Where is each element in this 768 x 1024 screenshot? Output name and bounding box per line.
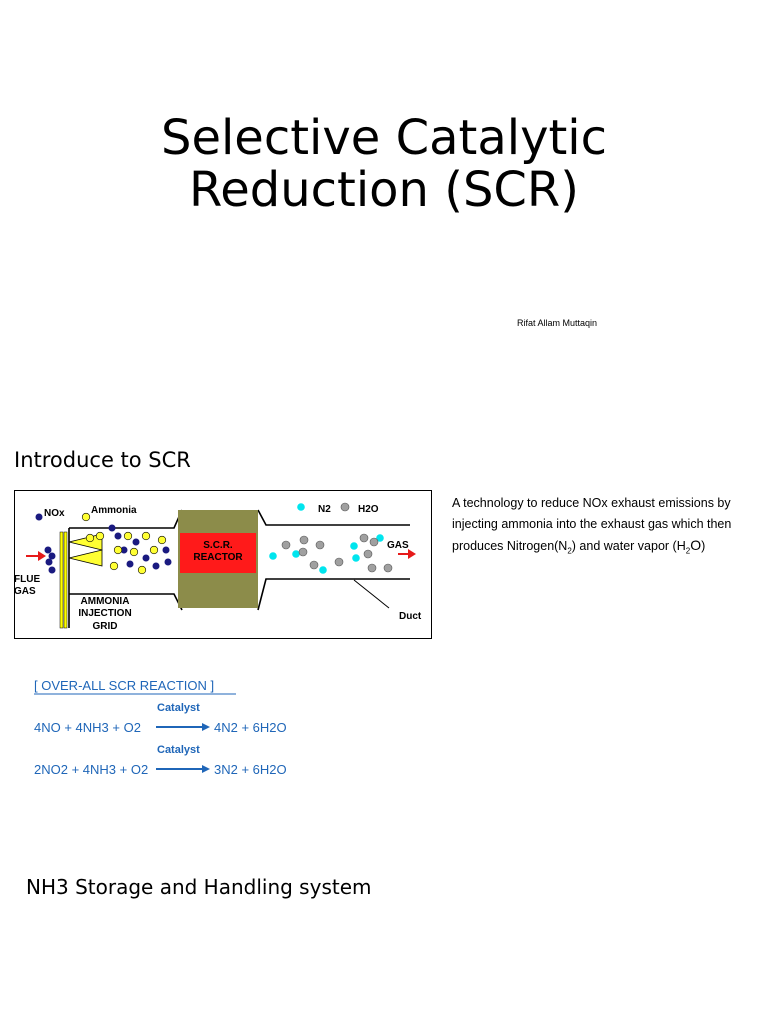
intro-heading: Introduce to SCR [14,448,191,472]
scr-diagram [14,490,432,639]
desc-part-4: ) [701,539,706,553]
reaction-1-lhs: 4NO + 4NH3 + O2 [34,720,141,735]
grid-label-3: GRID [92,621,118,632]
n2-subscript: 2 [567,546,572,556]
grid-label-2: INJECTION [78,608,132,619]
title-line-1: Selective Catalytic [160,110,608,166]
scr-reaction-figure [34,676,334,786]
ammonia-label: Ammonia [91,505,137,516]
reactor-label-2: REACTOR [193,552,243,563]
desc-part-1: A technology to reduce NOx exhaust emissions by injecting ammonia into the exhaust gas which then produces Nitrogen(N [452,496,732,553]
flue-gas-label-2: GAS [14,586,36,597]
reaction-1-rhs: 4N2 + 6H2O [214,720,287,735]
injection-grid-bar [60,532,63,628]
author-name: Rifat Allam Muttaqin [517,318,598,328]
desc-part-2: ) and water vapor (H [571,539,686,553]
reaction-arrow-1 [156,723,210,731]
reaction-2-lhs: 2NO2 + 4NH3 + O2 [34,762,149,777]
slide-title [0,112,768,216]
injection-grid-bar-2 [64,532,67,628]
nox-label: NOx [44,508,65,519]
reaction-2-rhs: 3N2 + 6H2O [214,762,287,777]
catalyst-label-2: Catalyst [157,744,200,756]
desc-part-3: O [690,537,702,553]
flue-gas-label-1: FLUE [14,574,41,585]
h2o-label: H2O [358,504,379,515]
reaction-heading: [ OVER-ALL SCR REACTION ] [34,678,215,693]
reaction-arrow-2 [156,765,210,773]
gas-label: GAS [387,540,409,551]
h2o-subscript: 2 [685,546,691,556]
duct-label: Duct [399,611,422,622]
catalyst-label-1: Catalyst [157,702,200,714]
reactor-label-1: S.C.R. [203,540,233,551]
n2-label: N2 [318,504,331,515]
nh3-heading: NH3 Storage and Handling system [26,875,372,899]
scr-description [452,493,757,562]
title-line-2: Reduction (SCR) [189,162,579,218]
grid-label-1: AMMONIA [80,596,130,607]
